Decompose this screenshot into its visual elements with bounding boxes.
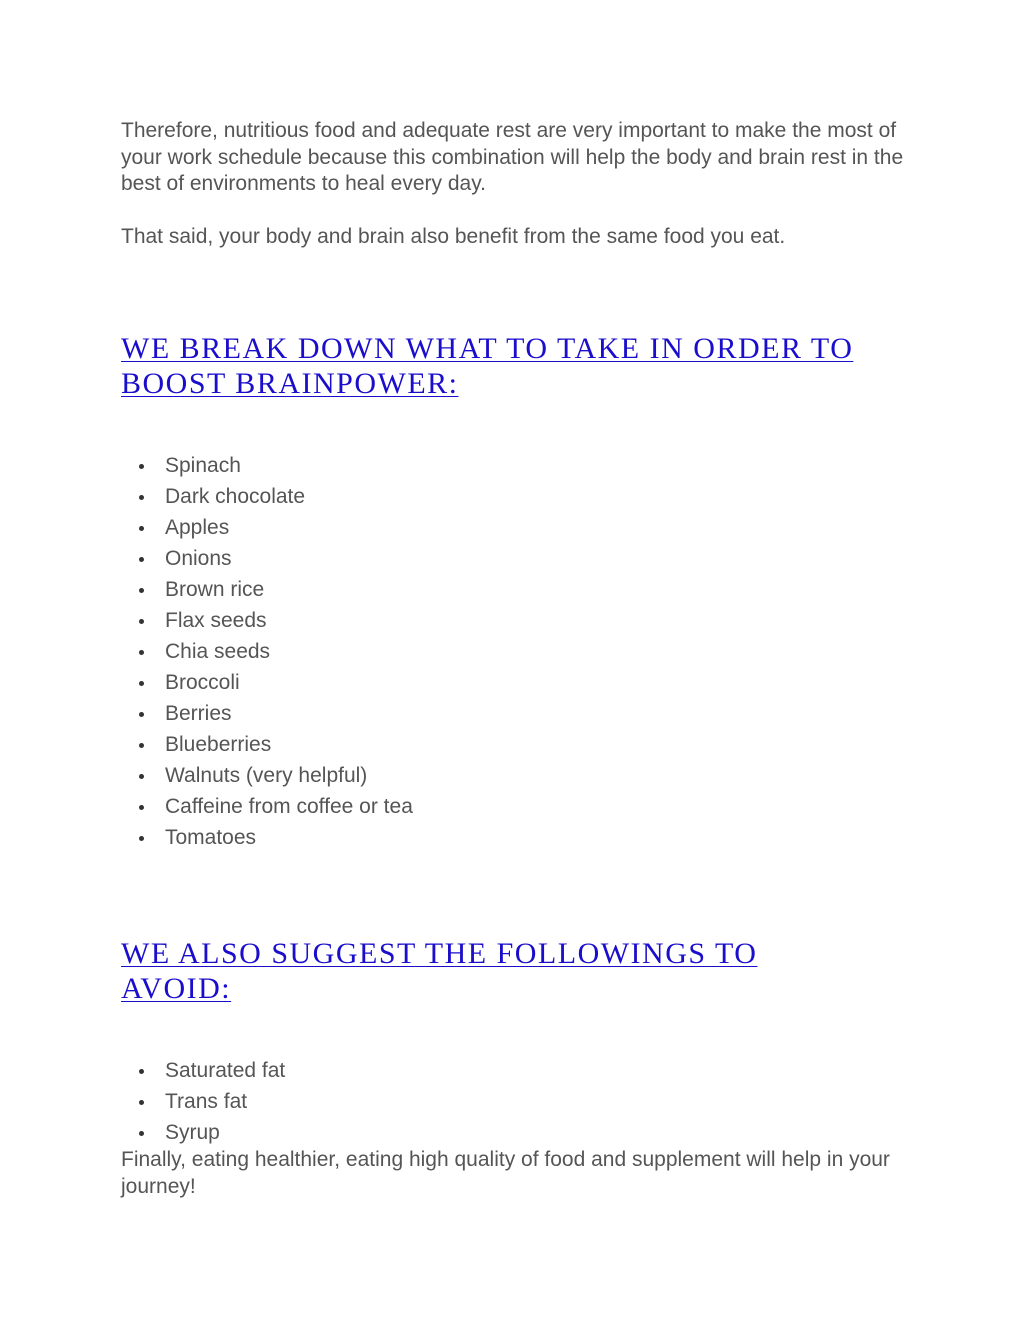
brainpower-food-list [121,450,911,853]
list-item: Saturated fat [121,1055,911,1086]
list-item: Flax seeds [121,605,911,636]
list-item: Berries [121,698,911,729]
intro-paragraph: That said, your body and brain also benefit from the same food you eat. [121,224,786,248]
heading-line: WE BREAK DOWN WHAT TO TAKE IN ORDER TO [121,332,854,365]
list-item: Apples [121,512,911,543]
list-item: Blueberries [121,729,911,760]
section-heading-brainpower [121,331,911,401]
heading-line: BOOST BRAINPOWER: [121,367,459,400]
list-item: Brown rice [121,574,911,605]
list-item: Spinach [121,450,911,481]
closing-paragraph: Finally, eating healthier, eating high quality of food and supplement will help in your journey! [121,1148,890,1198]
list-item: Broccoli [121,667,911,698]
heading-line: AVOID: [121,972,232,1005]
list-item: Tomatoes [121,822,911,853]
list-item: Chia seeds [121,636,911,667]
document-page [121,118,911,1200]
section-heading-avoid [121,936,911,1006]
heading-link-brainpower[interactable] [121,332,853,400]
list-item: Walnuts (very helpful) [121,760,911,791]
heading-line: WE ALSO SUGGEST THE FOLLOWINGS TO [121,937,758,970]
list-item: Syrup [121,1117,911,1148]
avoid-food-list [121,1055,911,1148]
list-item: Dark chocolate [121,481,911,512]
list-item: Trans fat [121,1086,911,1117]
list-item: Caffeine from coffee or tea [121,791,911,822]
heading-link-avoid[interactable] [121,937,757,1005]
list-item: Onions [121,543,911,574]
intro-paragraph: Therefore, nutritious food and adequate rest are very important to make the most of your work schedule because this combination will help the body and brain rest in the best of environments to heal every day. [121,119,904,195]
